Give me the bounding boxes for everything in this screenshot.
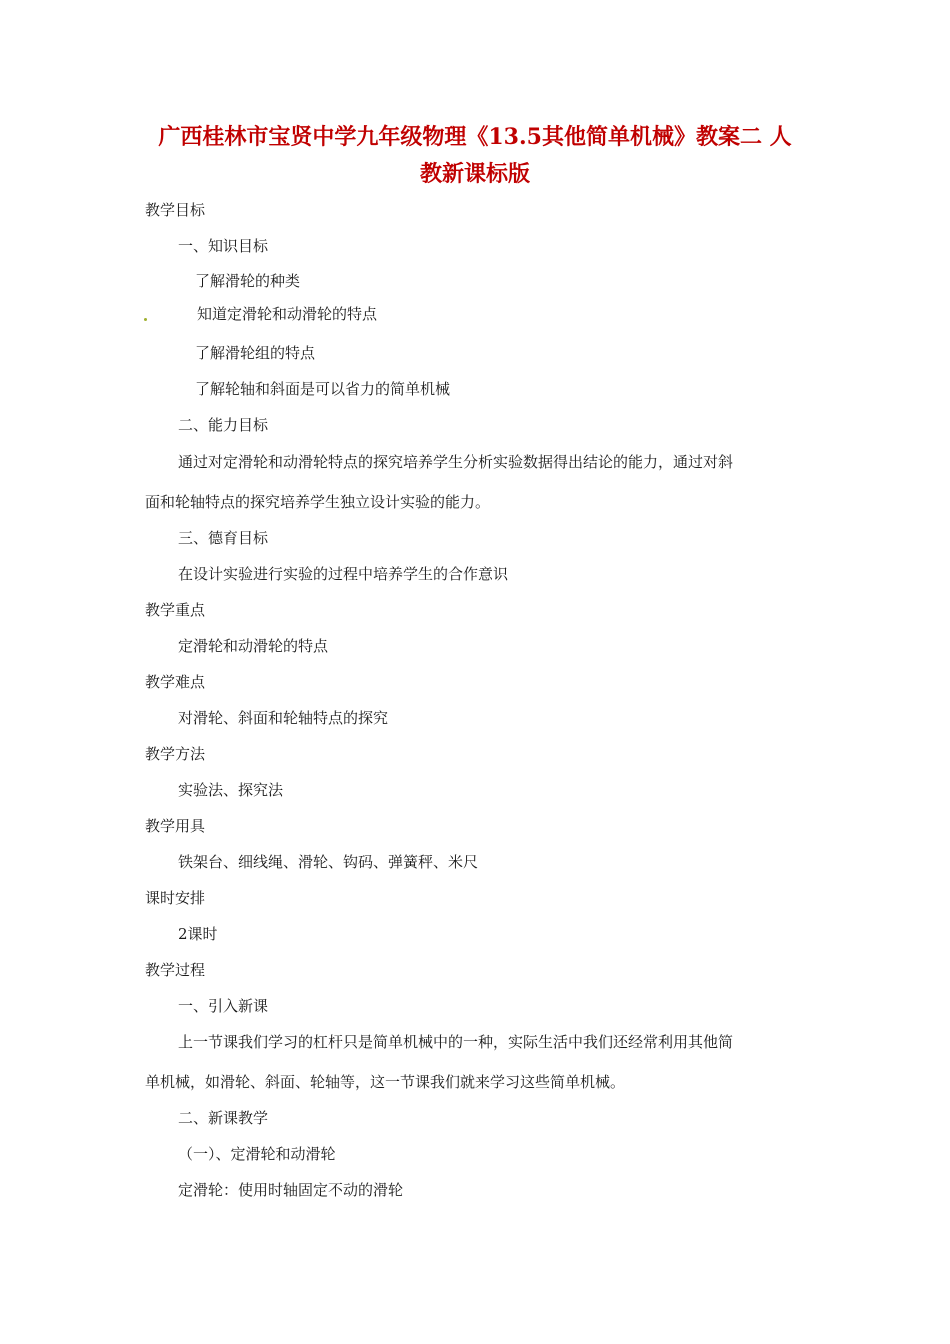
paragraph-line: 通过对定滑轮和动滑轮特点的探究培养学生分析实验数据得出结论的能力，通过对斜 xyxy=(178,453,734,471)
paragraph-line: 单机械，如滑轮、斜面、轮轴等，这一节课我们就来学习这些简单机械。 xyxy=(145,1073,626,1091)
heading-teaching-tools: 教学用具 xyxy=(145,817,206,835)
paragraph-line: 面和轮轴特点的探究培养学生独立设计实验的能力。 xyxy=(145,493,491,511)
goal-item: 了解滑轮的种类 xyxy=(195,272,301,290)
paragraph-line: 2课时 xyxy=(178,925,218,943)
subheading-knowledge-goals: 一、知识目标 xyxy=(178,237,269,255)
document-title-line-2: 教新课标版 xyxy=(419,161,530,187)
stray-dot xyxy=(144,318,147,321)
subheading-moral-goals: 三、德育目标 xyxy=(178,529,269,547)
heading-teaching-goals: 教学目标 xyxy=(145,201,206,219)
paragraph-line: 在设计实验进行实验的过程中培养学生的合作意识 xyxy=(178,565,509,583)
goal-item: 了解轮轴和斜面是可以省力的简单机械 xyxy=(195,380,451,398)
paragraph-line: 对滑轮、斜面和轮轴特点的探究 xyxy=(178,709,389,727)
document-title-line-1: 广西桂林市宝贤中学九年级物理《13.5其他简单机械》教案二 人 xyxy=(158,124,792,150)
heading-schedule: 课时安排 xyxy=(145,889,206,907)
goal-item: 了解滑轮组的特点 xyxy=(195,344,316,362)
paragraph-line: 定滑轮：使用时轴固定不动的滑轮 xyxy=(178,1181,404,1199)
subheading-pulleys: （一）、定滑轮和动滑轮 xyxy=(178,1145,336,1163)
heading-difficult-points: 教学难点 xyxy=(145,673,206,691)
paragraph-line: 实验法、探究法 xyxy=(178,781,284,799)
heading-key-points: 教学重点 xyxy=(145,601,206,619)
subheading-new-lesson: 二、新课教学 xyxy=(178,1109,269,1127)
goal-item: 知道定滑轮和动滑轮的特点 xyxy=(197,305,378,323)
paragraph-line: 定滑轮和动滑轮的特点 xyxy=(178,637,329,655)
paragraph-line: 铁架台、细线绳、滑轮、钩码、弹簧秤、米尺 xyxy=(178,853,479,871)
subheading-ability-goals: 二、能力目标 xyxy=(178,416,269,434)
heading-teaching-methods: 教学方法 xyxy=(145,745,206,763)
heading-teaching-process: 教学过程 xyxy=(145,961,206,979)
paragraph-line: 上一节课我们学习的杠杆只是简单机械中的一种，实际生活中我们还经常利用其他简 xyxy=(178,1033,734,1051)
subheading-introduction: 一、引入新课 xyxy=(178,997,269,1015)
